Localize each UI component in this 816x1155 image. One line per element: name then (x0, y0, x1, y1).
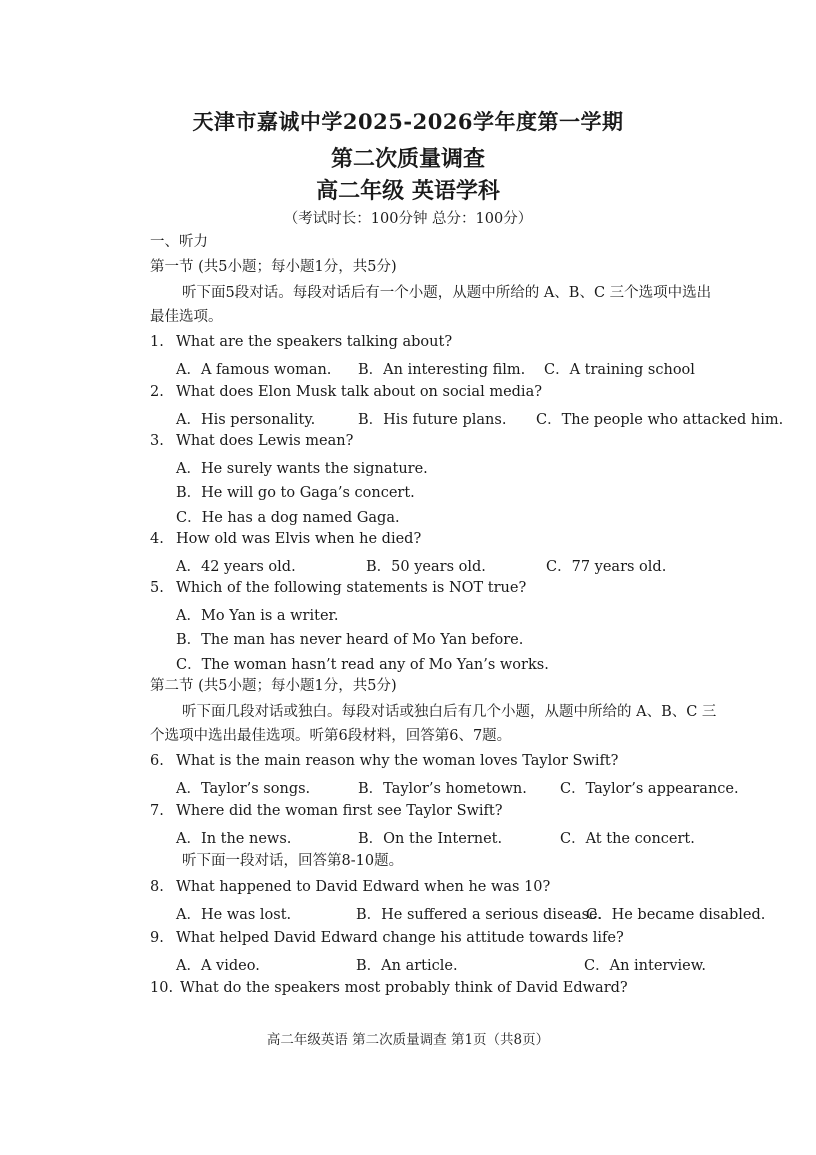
question-text: Where did the woman first see Taylor Swift? (176, 803, 503, 819)
question-number: 8. (150, 879, 164, 895)
subject-title: 高二年级 英语学科 (316, 178, 500, 204)
question-2 (150, 383, 542, 401)
section1-instructions-cont: 最佳选项。 (150, 309, 223, 325)
question-number: 7. (150, 803, 164, 819)
option-b: B．An article. (356, 958, 458, 974)
option-a: A．42 years old. (176, 559, 296, 575)
option-c: C．At the concert. (560, 831, 695, 847)
exam-title: 第二次质量调查 (330, 146, 485, 172)
option-a: A．A video. (176, 958, 260, 974)
question-9 (150, 929, 624, 947)
option-c: C．Taylor’s appearance. (560, 781, 739, 797)
question-text: What does Lewis mean? (176, 433, 354, 449)
page-footer: 高二年级英语 第二次质量调查 第1页（共8页） (266, 1032, 550, 1048)
question-3 (150, 432, 353, 450)
option-b: B．50 years old. (366, 559, 486, 575)
option-a: A．Taylor’s songs. (176, 781, 311, 797)
question-6 (150, 752, 618, 770)
option-b: B．The man has never heard of Mo Yan before. (176, 632, 524, 648)
question-number: 1. (150, 334, 164, 350)
question-number: 2. (150, 384, 164, 400)
question-text: What happened to David Edward when he was 10? (176, 879, 551, 895)
question-number: 3. (150, 433, 164, 449)
question-10 (150, 979, 628, 997)
question-8 (150, 878, 550, 896)
section2-heading: 第二节 (共5小题；每小题1分，共5分) (150, 678, 397, 694)
option-c: C．The people who attacked him. (536, 412, 784, 428)
option-a: A．Mo Yan is a writer. (176, 608, 339, 624)
option-b: B．An interesting film. (358, 362, 526, 378)
question-text: What is the main reason why the woman loves Taylor Swift? (176, 753, 619, 769)
question-number: 10. (150, 980, 174, 996)
question-7 (150, 802, 503, 820)
option-a: A．He was lost. (176, 907, 292, 923)
question-text: What are the speakers talking about? (176, 334, 453, 350)
question-text: What does Elon Musk talk about on social media? (176, 384, 542, 400)
question-number: 4. (150, 531, 164, 547)
question-1 (150, 333, 452, 351)
question-number: 9. (150, 930, 164, 946)
group-note: 听下面一段对话，回答第8-10题。 (182, 853, 404, 869)
option-c: C．He became disabled. (586, 907, 766, 923)
section1-heading: 第一节 (共5小题；每小题1分，共5分) (150, 259, 397, 275)
question-text: Which of the following statements is NOT true? (176, 580, 527, 596)
option-a: A．A famous woman. (176, 362, 332, 378)
question-5 (150, 579, 526, 597)
question-number: 5. (150, 580, 164, 596)
section1-instructions: 听下面5段对话。每段对话后有一个小题，从题中所给的 A、B、C 三个选项中选出 (182, 285, 712, 301)
section2-instructions: 听下面几段对话或独白。每段对话或独白后有几个小题，从题中所给的 A、B、C 三 (182, 704, 717, 720)
question-4 (150, 530, 421, 548)
option-b: B．He will go to Gaga’s concert. (176, 485, 415, 501)
option-c: C．An interview. (584, 958, 707, 974)
exam-info: （考试时长：100分钟 总分：100分） (283, 211, 533, 227)
school-title: 天津市嘉诚中学2025-2026学年度第一学期 (192, 109, 624, 134)
option-c: C．A training school (544, 362, 695, 378)
option-a: A．In the news. (176, 831, 292, 847)
part-heading: 一、听力 (150, 234, 208, 250)
option-b: B．He suffered a serious disease. (356, 907, 603, 923)
option-c: C．The woman hasn’t read any of Mo Yan’s works. (176, 657, 549, 673)
option-a: A．His personality. (176, 412, 316, 428)
option-b: B．His future plans. (358, 412, 507, 428)
option-b: B．Taylor’s hometown. (358, 781, 527, 797)
question-number: 6. (150, 753, 164, 769)
question-text: How old was Elvis when he died? (176, 531, 422, 547)
option-c: C．He has a dog named Gaga. (176, 510, 400, 526)
option-b: B．On the Internet. (358, 831, 503, 847)
section2-instructions-cont: 个选项中选出最佳选项。听第6段材料，回答第6、7题。 (150, 728, 512, 744)
question-text: What do the speakers most probably think of David Edward? (180, 980, 628, 996)
option-a: A．He surely wants the signature. (176, 461, 428, 477)
question-text: What helped David Edward change his attitude towards life? (176, 930, 624, 946)
option-c: C．77 years old. (546, 559, 667, 575)
